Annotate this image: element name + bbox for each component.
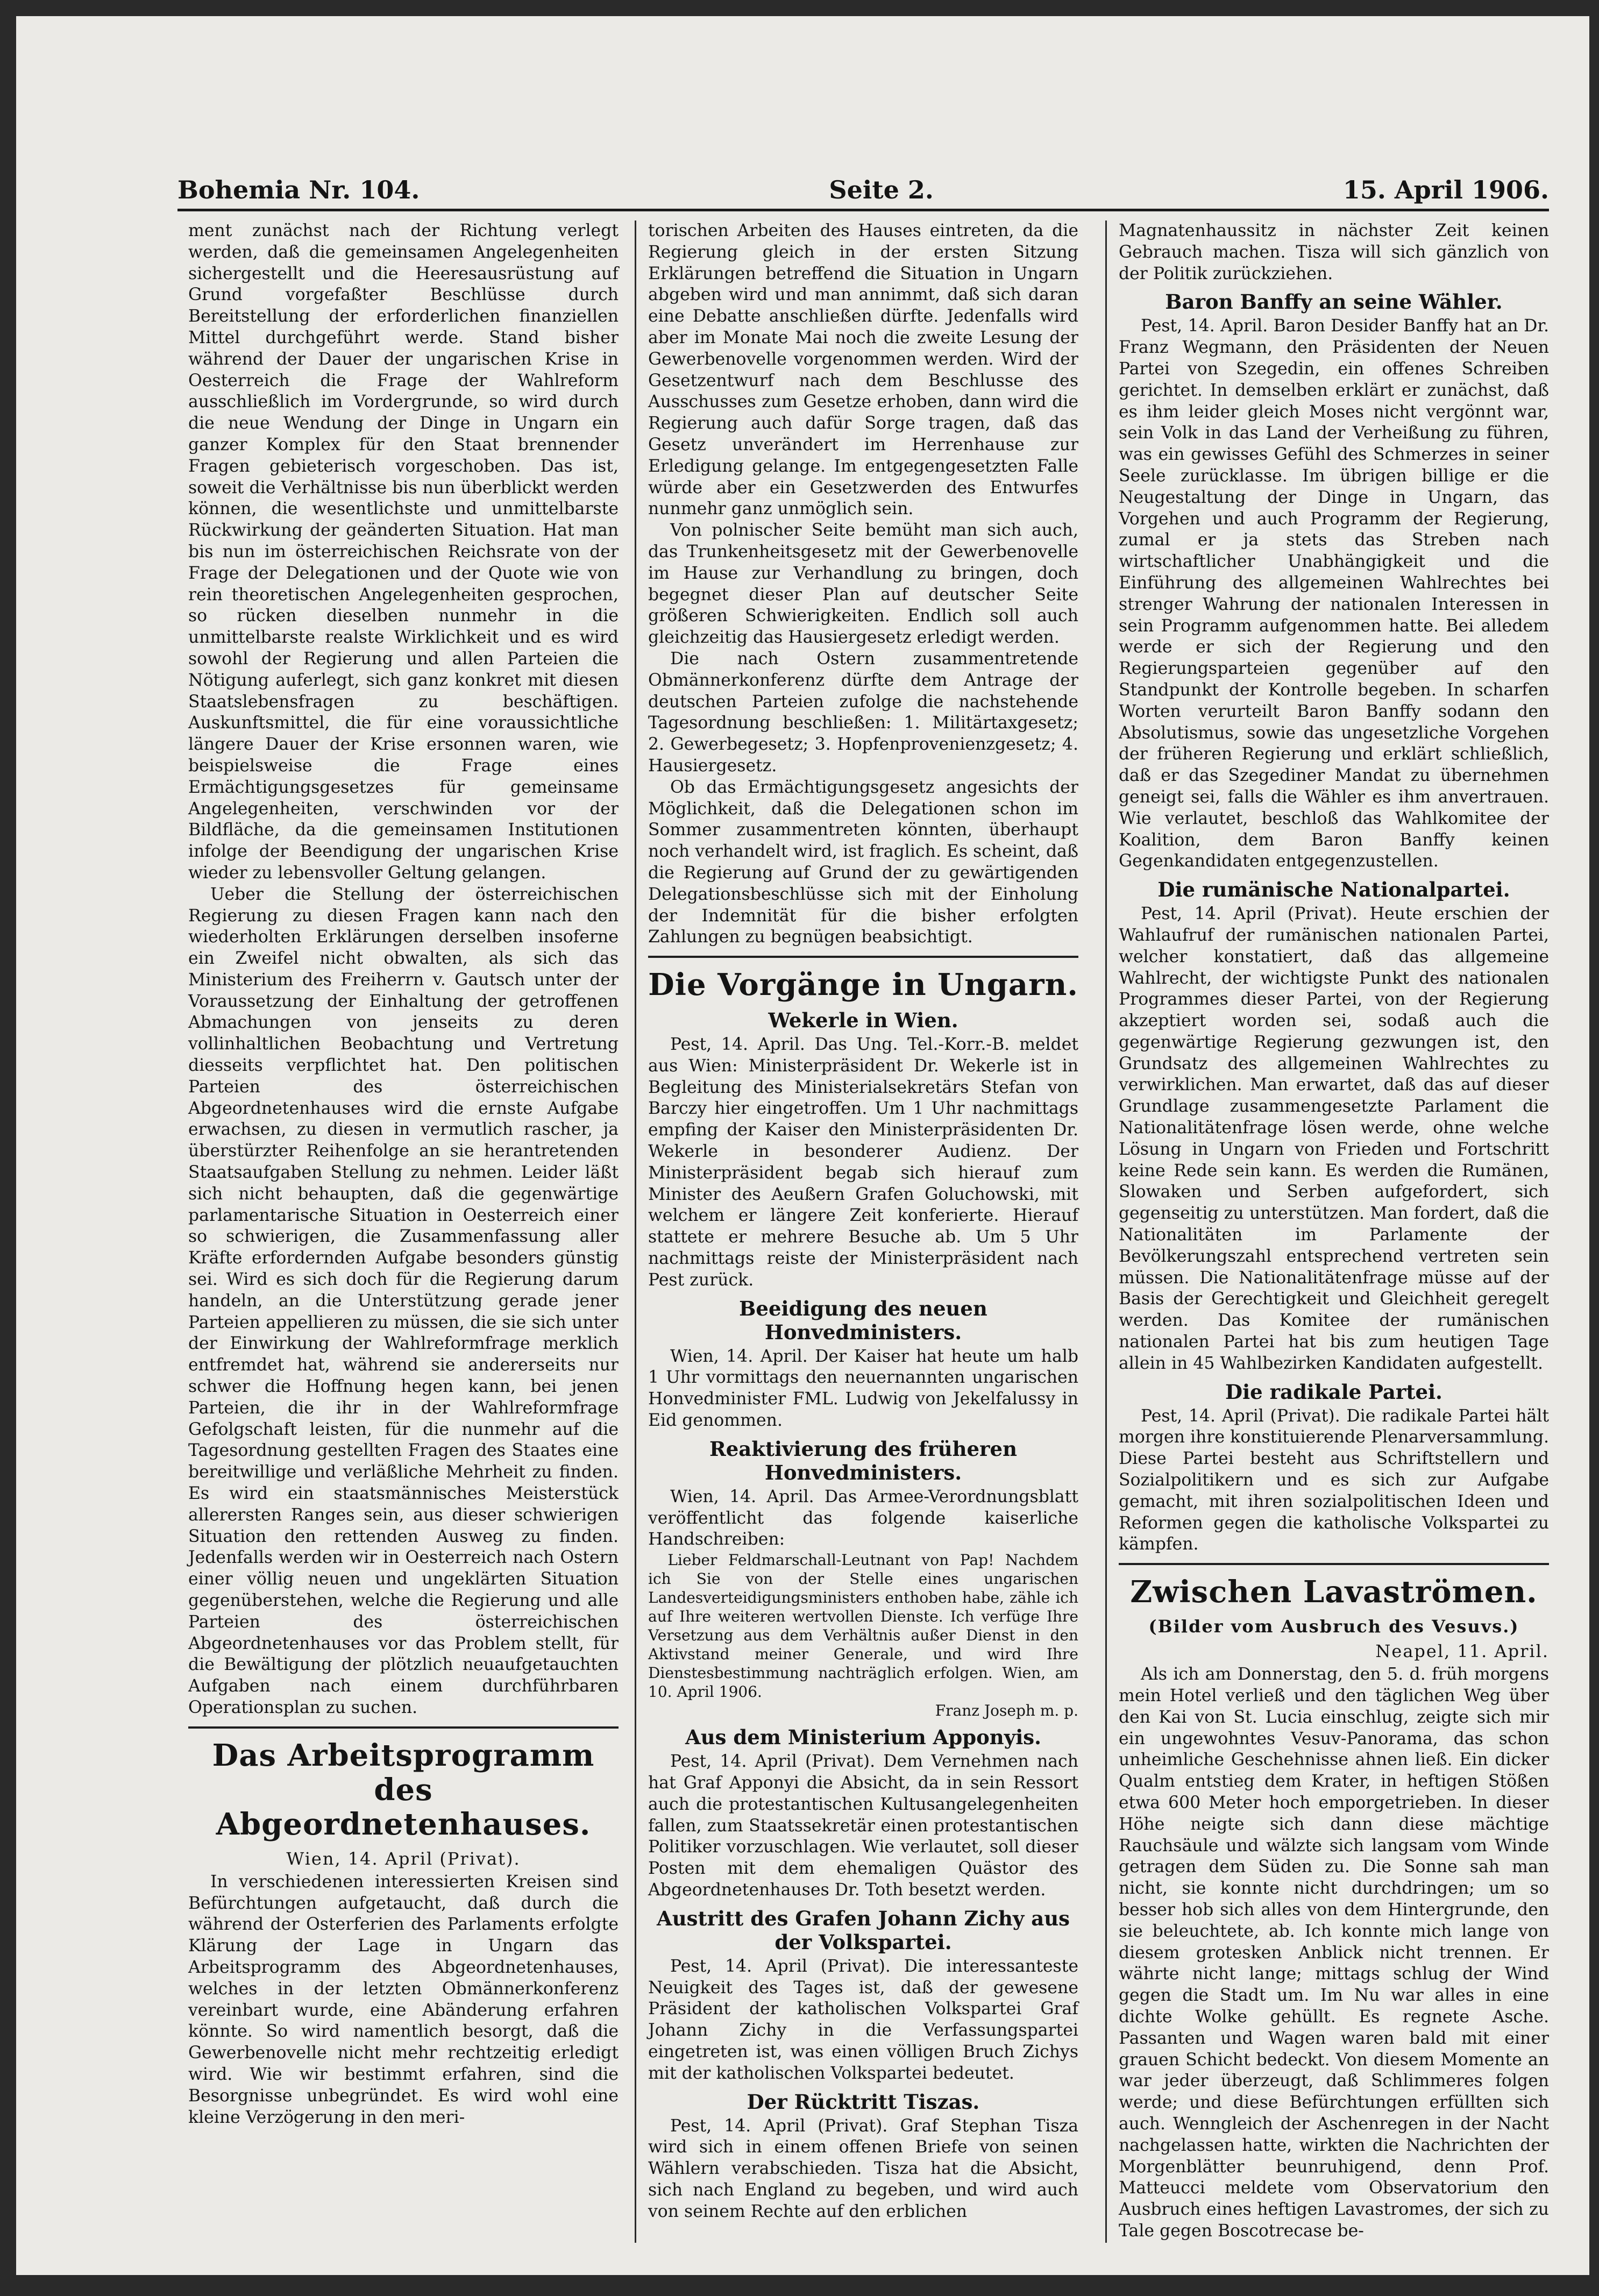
dateline: Neapel, 11. April.: [1375, 1641, 1549, 1662]
page-header: [177, 151, 1549, 204]
subheading: Baron Banffy an seine Wähler.: [1165, 290, 1503, 314]
paragraph: Lieber Feldmarschall-Leutnant von Pap! Nachdem ich Sie von der Stelle eines ungarischen Landesverteidigungsministers enthoben habe, zähle ich auf Ihre weiteren wertvollen Dienste. Ich verfüge Ihre Versetzung aus dem Verhältnis außer Dienst in den Aktivstand meiner Generale, und wird Ihre Dienstesbestimmung nachträglich erfolgen. Wien, am 10. April 1906.: [648, 1551, 1078, 1701]
subheading: Aus dem Ministerium Apponyis.: [685, 1725, 1041, 1750]
article-subtitle: (Bilder vom Ausbruch des Vesuvs.): [1148, 1616, 1519, 1637]
subheading: Wekerle in Wien.: [768, 1008, 958, 1033]
subheading: Beeidigung des neuen Honvedministers.: [739, 1296, 987, 1344]
paragraph: Pest, 14. April (Privat). Heute erschien der Wahlaufruf der rumänischen nationalen Partei, welcher konstatiert, daß das allgemeine Wahlrecht, der wichtigste Punkt des nationalen Programmes dieser Partei, von der Regierung akzeptiert worden sei, sodaß auch die gegenwärtige Regierung gezwungen ist, den Grundsatz des allgemeinen Wahlrechtes zu verwirklichen. Man erwartet, daß das auf dieser Grundlage zusammengesetzte Parlament die Nationalitätenfrage lösen werde, ohne welche Lösung in Ungarn von Frieden und Fortschritt keine Rede sein kann. Es werden die Rumänen, Slowaken und Serben aufgefordert, sich gegenseitig zu unterstützen. Man fordert, daß die Nationalitäten im Parlamente der Bevölkerungszahl entsprechend vertreten sein müssen. Die Nationalitätenfrage müsse auf der Basis der Gerechtigkeit und Gleichheit geregelt werden. Das Komitee der rumänischen nationalen Partei hat bis zum heutigen Tage allein in 45 Wahlbezirken Kandidaten aufgestellt.: [1119, 904, 1549, 1373]
paragraph: Pest, 14. April (Privat). Dem Vernehmen nach hat Graf Apponyi die Absicht, da in sein Ressort auch die protestantischen Kultusangelegenheiten fallen, zum Staatssekretär einen protestantischen Politiker vorzuschlagen. Wie verlautet, soll dieser Posten mit dem ehemaligen Quästor des Abgeordnetenhauses Dr. Toth besetzt werden.: [648, 1752, 1078, 1900]
paragraph: In verschiedenen interessierten Kreisen sind Befürchtungen aufgetaucht, daß durch die während der Osterferien des Parlaments erfolgte Klärung der Lage in Ungarn das Arbeitsprogramm des Abgeordnetenhauses, welches in der letzten Obmännerkonferenz vereinbart wurde, eine Abänderung erfahren könnte. So wird namentlich besorgt, daß die Gewerbenovelle nicht mehr rechtzeitig erledigt wird. Wie wir bestimmt erfahren, sind die Besorgnisse unbegründet. Es wird wohl eine kleine Verzögerung in den meri-: [188, 1872, 619, 2127]
paragraph: torischen Arbeiten des Hauses eintreten, da die Regierung gleich in der ersten Sitzung Erklärungen betreffend die Situation in Ungarn abgeben wird und man annimmt, daß sich daran eine Debatte anschließen dürfte. Jedenfalls wird aber im Monate Mai noch die zweite Lesung der Gewerbenovelle vorgenommen werden. Wird der Gesetzentwurf nach dem Beschlusse des Ausschusses zum Gesetze erhoben, dann wird die Regierung auch dafür Sorge tragen, daß das Gesetz unverändert im Herrenhause zur Erledigung gelange. Im entgegengesetzten Falle würde aber ein Gesetzwerden des Entwurfes nunmehr ganz unmöglich sein.: [648, 221, 1078, 519]
header-left: Bohemia Nr. 104.: [177, 175, 420, 204]
signature-line: Franz Joseph m. p.: [935, 1702, 1078, 1720]
subheading: Reaktivierung des früheren Honvedministers.: [709, 1437, 1017, 1484]
paragraph: Pest, 14. April. Baron Desider Banffy hat an Dr. Franz Wegmann, den Präsidenten der Neuen Partei von Szegedin, ein offenes Schreiben gerichtet. In demselben erklärt er zunächst, daß es ihm leider gleich Moses nicht vergönnt war, sein Volk in das Land der Verheißung zu führen, was ein gewisses Gefühl des Schmerzes in seiner Seele zurücklasse. Im übrigen billige er die Neugestaltung der Dinge in Ungarn, das Vorgehen und auch Programm der Regierung, zumal er ja stets das Streben nach wirtschaftlicher Unabhängigkeit und die Einführung des allgemeinen Wahlrechtes bei strenger Wahrung der nationalen Interessen in sein Programm aufgenommen hatte. Bei alledem werde er sich der Regierung und den Regierungsparteien gegenüber auf den Standpunkt der Kontrolle begeben. In scharfen Worten verurteilt Baron Banffy sodann den Absolutismus, sowie das ungesetzliche Vorgehen der früheren Regierung und erklärt schließlich, daß er das Szegediner Mandat zu übernehmen geneigt sei, falls die Wähler es ihm anvertrauen. Wie verlautet, beschloß das Wahlkomitee der Koalition, dem Baron Banffy keinen Gegenkandidaten entgegenzustellen.: [1119, 316, 1549, 871]
paragraph: Die nach Ostern zusammentretende Obmännerkonferenz dürfte dem Antrage der deutschen Parteien zufolge die nachstehende Tagesordnung beschließen: 1. Militärtaxgesetz; 2. Gewerbegesetz; 3. Hopfenprovenienzgesetz; 4. Hausiergesetz.: [648, 649, 1078, 776]
subheading: Austritt des Grafen Johann Zichy aus der Volkspartei.: [657, 1906, 1070, 1954]
column-3: [1119, 221, 1549, 2243]
paragraph: Pest, 14. April (Privat). Die radikale Partei hält morgen ihre konstituierende Plenarversammlung. Diese Partei besteht aus Schriftstellern und Sozialpolitikern und es sich zur Aufgabe gemacht, mit ihren sozialpolitischen Ideen und Reformen gegen die katholische Volkspartei zu kämpfen.: [1119, 1406, 1549, 1554]
dateline: Wien, 14. April (Privat).: [286, 1848, 521, 1869]
paragraph: Magnatenhaussitz in nächster Zeit keinen Gebrauch machen. Tisza will sich gänzlich von der Politik zurückziehen.: [1119, 221, 1549, 283]
paragraph: Als ich am Donnerstag, den 5. d. früh morgens mein Hotel verließ und den täglichen Weg über den Kai von St. Lucia einschlug, zeigte sich mir ein ungewohntes Vesuv-Panorama, das schon unheimliche Geschehnisse ahnen ließ. Ein dicker Qualm entstieg dem Krater, in heftigen Stößen etwa 600 Meter hoch emporgetrieben. In dieser Höhe neigte sich dann diese mächtige Rauchsäule und wälzte sich langsam vom Winde getragen dem Süden zu. Die Sonne sah man nicht, sie konnte nicht durchdringen; um so besser hob sich alles von dem Hintergrunde, den sie beleuchtete, ab. Ich konnte mich lange von diesem grotesken Anblick nicht trennen. Er währte nicht lange; mittags schlug der Wind gegen die Stadt um. Im Nu war alles in eine dichte Wolke gehüllt. Es regnete Asche. Passanten und Wagen waren bald mit einer grauen Schicht bedeckt. Von diesem Momente an war jeder überzeugt, daß Schlimmeres folgen werde; und diese Befürchtungen erfüllten sich auch. Wenngleich der Aschenregen in der Nacht nachgelassen hatte, wirkten die Nachrichten der Morgenblätter beunruhigend, denn Prof. Matteucci meldete vom Observatorium den Ausbruch eines heftigen Lavastromes, der sich zu Tale gegen Boscotrecase be-: [1119, 1665, 1549, 2241]
paragraph: Ob das Ermächtigungsgesetz angesichts der Möglichkeit, daß die Delegationen schon im Sommer zusammentreten könnten, überhaupt noch verhandelt wird, ist fraglich. Es scheint, daß die Regierung auf Grund der zu gewärtigenden Delegationsbeschlüsse sich mit der Einholung der Indemnität für die bisher erfolgten Zahlungen zu begnügen beabsichtigt.: [648, 777, 1078, 947]
header-right: 15. April 1906.: [1342, 175, 1549, 204]
column-divider: [1105, 221, 1107, 2243]
header-center: Seite 2.: [829, 175, 934, 204]
paragraph: Pest, 14. April. Das Ung. Tel.-Korr.-B. meldet aus Wien: Ministerpräsident Dr. Wekerle ist in Begleitung des Ministerialsekretärs Stefan von Barczy hier eingetroffen. Um 1 Uhr nachmittags empfing der Kaiser den Ministerpräsidenten Dr. Wekerle in besonderer Audienz. Der Ministerpräsident begab sich hierauf zum Minister des Aeußern Grafen Goluchowski, mit welchem er längere Zeit konferierte. Hierauf stattete er mehrere Besuche ab. Um 5 Uhr nachmittags reiste der Ministerpräsident nach Pest zurück.: [648, 1035, 1078, 1290]
column-2: [648, 221, 1078, 2243]
subheading: Der Rücktritt Tiszas.: [747, 2089, 980, 2114]
paragraph: Ueber die Stellung der österreichischen Regierung zu diesen Fragen kann nach den wiederholten Erklärungen derselben insoferne ein Zweifel nicht obwalten, als sich das Ministerium des Freiherrn v. Gautsch unter der Voraussetzung der Einhaltung der getroffenen Abmachungen von jenseits zu deren vollinhaltlichen Beobachtung und Vertretung diesseits verpflichtet hat. Den politischen Parteien des österreichischen Abgeordnetenhauses wird die ernste Aufgabe erwachsen, zu diesen in vermutlich rascher, ja überstürzter Reihenfolge an sie herantretenden Staatsaufgaben Stellung zu nehmen. Leider läßt sich nicht behaupten, daß die gegenwärtige parlamentarische Situation in Oesterreich einer so schwierigen, die Zusammenfassung aller Kräfte erfordernden Aufgabe besonders günstig sei. Wird es sich doch für die Regierung darum handeln, an die Unterstützung gerade jener Parteien appellieren zu müssen, die sie sich unter der Einwirkung der Wahlreformfrage merklich entfremdet hat, während sie andererseits nur schwer die Hoffnung hegen kann, bei jenen Parteien, die ihr in der Wahlreformfrage Gefolgschaft leisten, für die nunmehr auf die Tagesordnung gestellten Fragen des Staates eine bereitwillige und verläßliche Mehrheit zu finden. Es wird ein staatsmännisches Meisterstück allerersten Ranges sein, aus dieser schwierigen Situation den rettenden Ausweg zu finden. Jedenfalls werden wir in Oesterreich nach Ostern einer völlig neuen und ungeklärten Situation gegenüberstehen, welche die Regierung und alle Parteien des österreichischen Abgeordnetenhauses vor das Problem stellt, für die Bewältigung der plötzlich neuaufgetauchten Aufgaben nach einem durchführbaren Operationsplan zu suchen.: [188, 884, 619, 1717]
header-rule: [177, 209, 1549, 211]
article-heading: Zwischen Lavaströmen.: [1130, 1574, 1538, 1610]
column-1: [188, 221, 619, 2243]
paragraph: Von polnischer Seite bemüht man sich auch, das Trunkenheitsgesetz mit der Gewerbenovelle im Hause zur Verhandlung zu bringen, doch begegnet dieser Plan auf deutscher Seite größeren Schwierigkeiten. Endlich soll auch gleichzeitig das Hausiergesetz erledigt werden.: [648, 521, 1078, 648]
paragraph: Pest, 14. April (Privat). Die interessanteste Neuigkeit des Tages ist, daß der gewesene Präsident der katholischen Volkspartei Graf Johann Zichy in die Verfassungspartei eingetreten ist, was einen völligen Bruch Zichys mit der katholischen Volkspartei bedeutet.: [648, 1956, 1078, 2083]
section-rule: [188, 1726, 619, 1729]
paragraph: Pest, 14. April (Privat). Graf Stephan Tisza wird sich in einem offenen Briefe von seinen Wählern verabschieden. Tisza hat die Absicht, sich nach England zu begeben, und wird auch von seinem Rechte auf den erblichen: [648, 2116, 1078, 2221]
paragraph: ment zunächst nach der Richtung verlegt werden, daß die gemeinsamen Angelegenheiten sichergestellt und die Heeresausrüstung auf Grund vorgefaßter Beschlüsse durch Bereitstellung der erforderlichen finanziellen Mittel durchgeführt werde. Stand bisher während der Dauer der ungarischen Krise in Oesterreich die Frage der Wahlreform ausschließlich im Vordergrunde, so wird durch die neue Wendung der Dinge in Ungarn ein ganzer Komplex für den Staat brennender Fragen gebieterisch vorgeschoben. Das ist, soweit die Verhältnisse bis nun überblickt werden können, die wesentlichste und unmittelbarste Rückwirkung der geänderten Situation. Hat man bis nun im österreichischen Reichsrate von der Frage der Delegationen und der Quote wie von rein theoretischen Angelegenheiten gesprochen, so rücken dieselben nunmehr in die unmittelbarste realste Wirklichkeit und es wird sowohl der Regierung und allen Parteien die Nötigung auferlegt, sich ganz konkret mit diesen Staatslebensfragen zu beschäftigen. Auskunftsmittel, die für eine voraussichtliche längere Dauer der Krise ersonnen waren, wie beispielsweise die Frage eines Ermächtigungsgesetzes für gemeinsame Angelegenheiten, verschwinden vor der Bildfläche, da die gemeinsamen Institutionen infolge der Beendigung der ungarischen Krise wieder zu lebensvoller Geltung gelangen.: [188, 221, 619, 883]
section-rule: [1119, 1563, 1549, 1565]
section-rule: [648, 956, 1078, 958]
section-heading: Die Vorgänge in Ungarn.: [648, 967, 1078, 1003]
paragraph: Wien, 14. April. Das Armee-Verordnungsblatt veröffentlicht das folgende kaiserliche Handschreiben:: [648, 1487, 1078, 1549]
quoted-letter: [648, 1551, 1078, 1720]
subheading: Die radikale Partei.: [1225, 1380, 1442, 1404]
subheading: Die rumänische Nationalpartei.: [1157, 878, 1510, 902]
newspaper-page: [16, 16, 1589, 2275]
paragraph: Wien, 14. April. Der Kaiser hat heute um halb 1 Uhr vormittags den neuernannten ungarischen Honvedminister FML. Ludwig von Jekelfalussy in Eid genommen.: [648, 1346, 1078, 1431]
column-divider: [635, 221, 636, 2243]
article-heading: Das Arbeitsprogramm des Abgeordnetenhauses.: [212, 1737, 595, 1842]
